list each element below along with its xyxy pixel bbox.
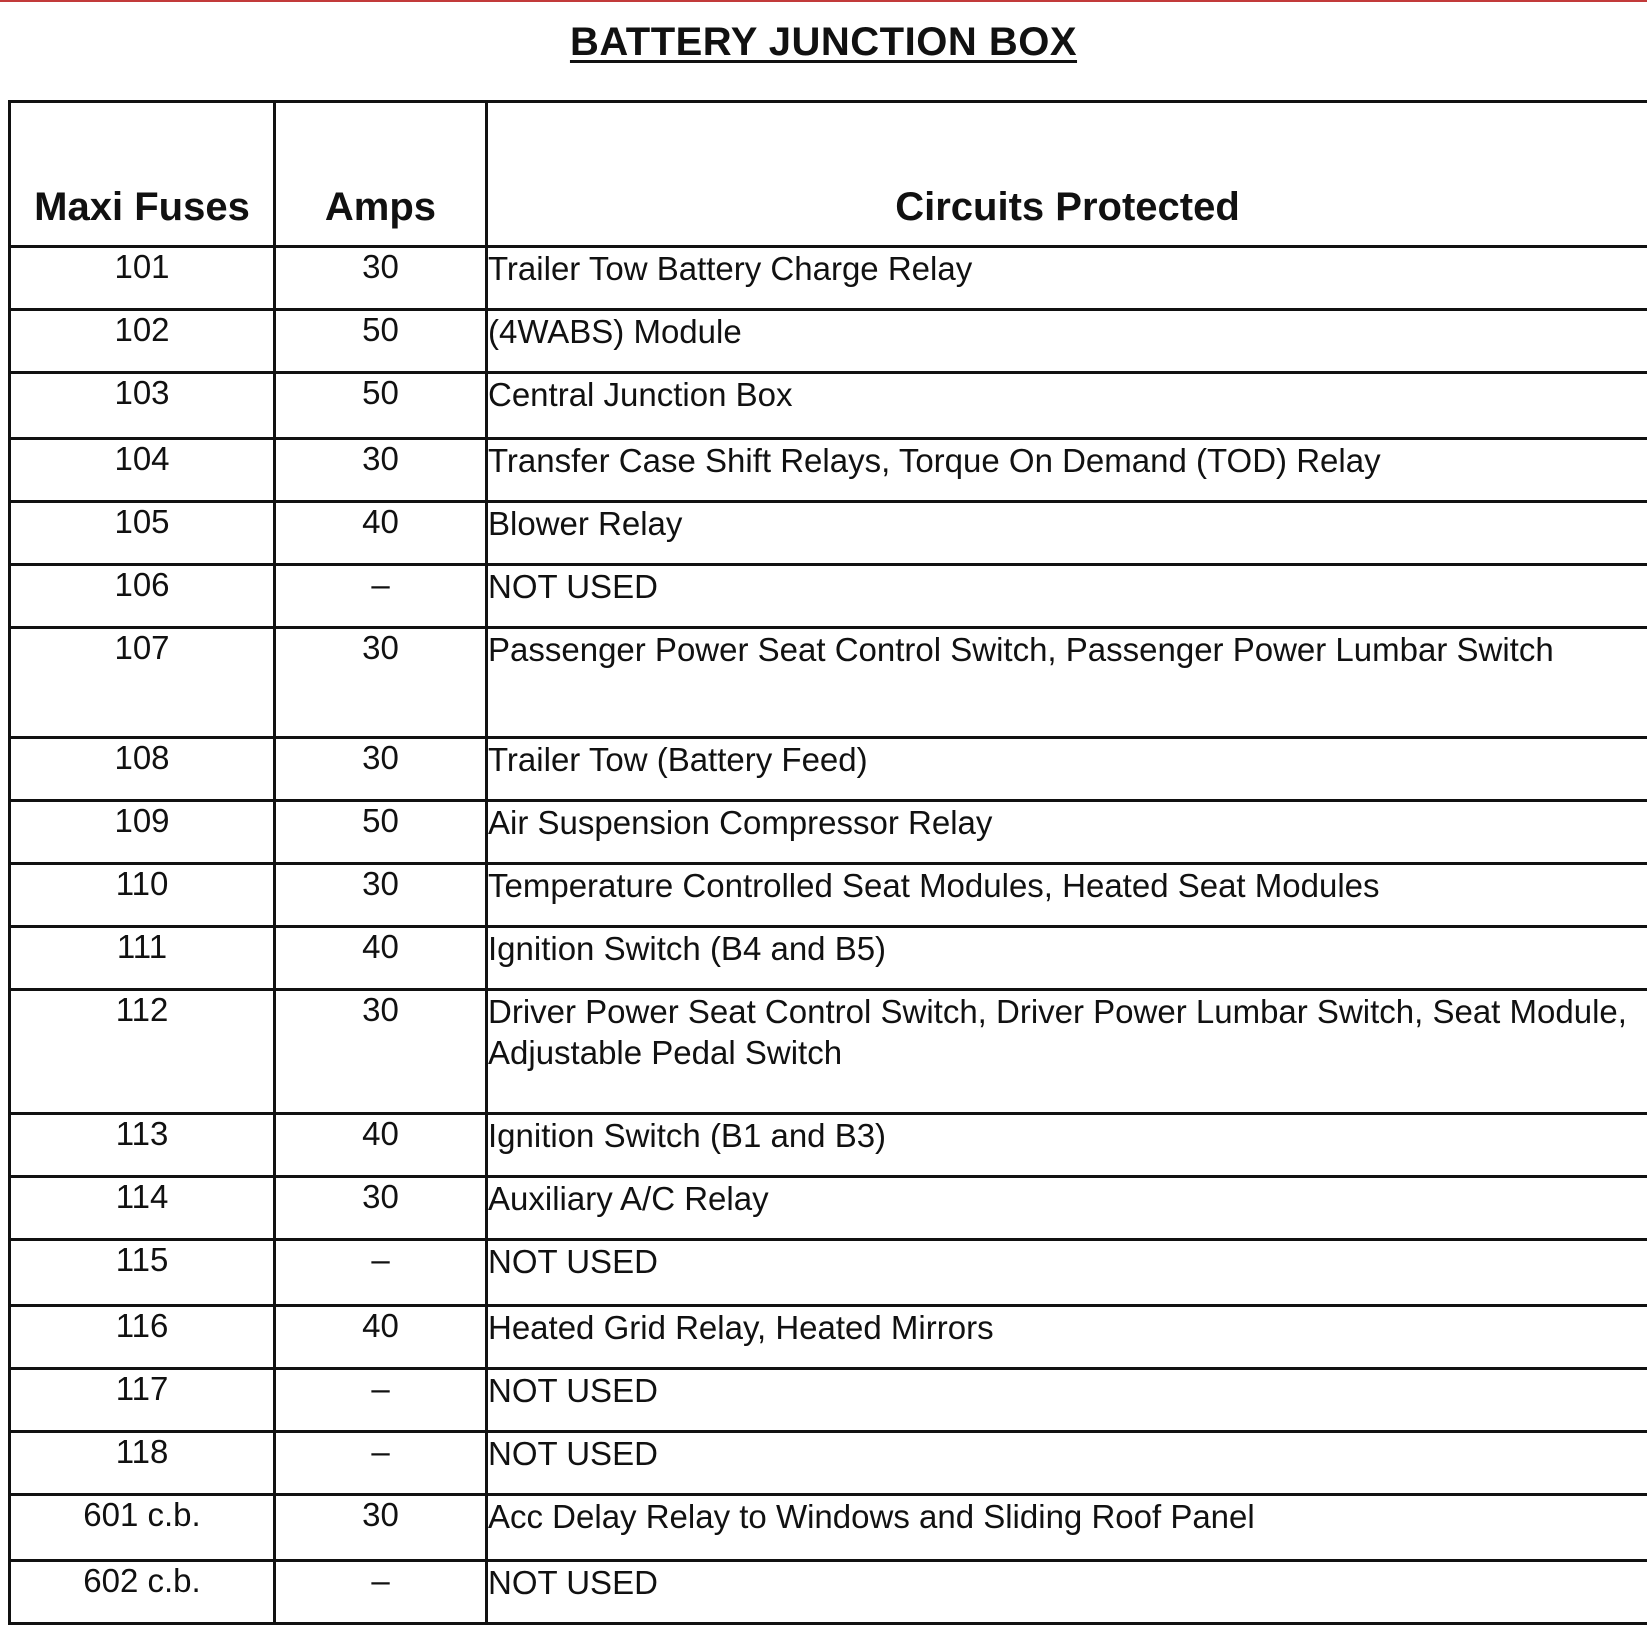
fuse-number: 111 <box>10 927 275 990</box>
table-row <box>10 1114 1647 1177</box>
fuse-amps: 30 <box>275 247 487 310</box>
table-row <box>10 1432 1647 1495</box>
table-row <box>10 1561 1647 1624</box>
table-row <box>10 864 1647 927</box>
circuits-protected: NOT USED <box>487 1561 1647 1624</box>
circuits-protected: Ignition Switch (B1 and B3) <box>487 1114 1647 1177</box>
fuse-number: 118 <box>10 1432 275 1495</box>
fuse-number: 103 <box>10 373 275 439</box>
fuse-number: 105 <box>10 502 275 565</box>
fuse-number: 113 <box>10 1114 275 1177</box>
table-row <box>10 1369 1647 1432</box>
circuits-protected: Acc Delay Relay to Windows and Sliding Roof Panel <box>487 1495 1647 1561</box>
header-row <box>10 102 1647 247</box>
circuits-protected: Trailer Tow Battery Charge Relay <box>487 247 1647 310</box>
fuse-amps: 40 <box>275 927 487 990</box>
fuse-amps: 50 <box>275 373 487 439</box>
fuse-amps: 40 <box>275 1114 487 1177</box>
fuse-number: 116 <box>10 1306 275 1369</box>
table-row <box>10 439 1647 502</box>
fuse-number: 110 <box>10 864 275 927</box>
page-title-text: BATTERY JUNCTION BOX <box>570 20 1077 64</box>
header-maxi-fuses: Maxi Fuses <box>10 102 275 247</box>
table-row <box>10 565 1647 628</box>
circuits-protected: NOT USED <box>487 1240 1647 1306</box>
table-row <box>10 247 1647 310</box>
fuse-number: 112 <box>10 990 275 1114</box>
fuse-amps: – <box>275 1561 487 1624</box>
circuits-protected: Trailer Tow (Battery Feed) <box>487 738 1647 801</box>
circuits-protected: Blower Relay <box>487 502 1647 565</box>
top-rule <box>0 0 1647 2</box>
fuse-number: 602 c.b. <box>10 1561 275 1624</box>
header-amps: Amps <box>275 102 487 247</box>
fuse-amps: 50 <box>275 310 487 373</box>
fuse-amps: 30 <box>275 738 487 801</box>
fuse-number: 102 <box>10 310 275 373</box>
fuse-number: 108 <box>10 738 275 801</box>
table-row <box>10 801 1647 864</box>
fuse-number: 109 <box>10 801 275 864</box>
circuits-protected: NOT USED <box>487 565 1647 628</box>
circuits-protected: Temperature Controlled Seat Modules, Heated Seat Modules <box>487 864 1647 927</box>
fuse-amps: 30 <box>275 439 487 502</box>
table-row <box>10 502 1647 565</box>
fuse-amps: – <box>275 1369 487 1432</box>
circuits-protected: Transfer Case Shift Relays, Torque On Demand (TOD) Relay <box>487 439 1647 502</box>
table-row <box>10 990 1647 1114</box>
fuse-number: 117 <box>10 1369 275 1432</box>
table-row <box>10 310 1647 373</box>
fuse-amps: 40 <box>275 502 487 565</box>
fuse-amps: 30 <box>275 1177 487 1240</box>
fuse-number: 114 <box>10 1177 275 1240</box>
header-circuits-protected: Circuits Protected <box>487 102 1647 247</box>
fuse-amps: 40 <box>275 1306 487 1369</box>
fuse-amps: 30 <box>275 864 487 927</box>
fuse-amps: – <box>275 1240 487 1306</box>
fuse-table <box>8 100 1647 1625</box>
table-row <box>10 927 1647 990</box>
table-row <box>10 1177 1647 1240</box>
circuits-protected: Passenger Power Seat Control Switch, Passenger Power Lumbar Switch <box>487 628 1647 738</box>
fuse-number: 104 <box>10 439 275 502</box>
table-row <box>10 1495 1647 1561</box>
fuse-amps: 30 <box>275 990 487 1114</box>
fuse-amps: 30 <box>275 1495 487 1561</box>
circuits-protected: Ignition Switch (B4 and B5) <box>487 927 1647 990</box>
circuits-protected: (4WABS) Module <box>487 310 1647 373</box>
circuits-protected: Central Junction Box <box>487 373 1647 439</box>
table-row <box>10 738 1647 801</box>
table-row <box>10 1306 1647 1369</box>
fuse-number: 601 c.b. <box>10 1495 275 1561</box>
circuits-protected: Heated Grid Relay, Heated Mirrors <box>487 1306 1647 1369</box>
fuse-amps: 30 <box>275 628 487 738</box>
table-row <box>10 628 1647 738</box>
circuits-protected: NOT USED <box>487 1432 1647 1495</box>
fuse-amps: 50 <box>275 801 487 864</box>
page-title <box>0 20 1647 65</box>
circuits-protected: Air Suspension Compressor Relay <box>487 801 1647 864</box>
fuse-number: 107 <box>10 628 275 738</box>
circuits-protected: Driver Power Seat Control Switch, Driver Power Lumbar Switch, Seat Module, Adjustable Pedal Switch <box>487 990 1647 1114</box>
table-row <box>10 373 1647 439</box>
fuse-number: 115 <box>10 1240 275 1306</box>
fuse-amps: – <box>275 565 487 628</box>
fuse-amps: – <box>275 1432 487 1495</box>
fuse-number: 106 <box>10 565 275 628</box>
circuits-protected: NOT USED <box>487 1369 1647 1432</box>
fuse-number: 101 <box>10 247 275 310</box>
circuits-protected: Auxiliary A/C Relay <box>487 1177 1647 1240</box>
table-row <box>10 1240 1647 1306</box>
